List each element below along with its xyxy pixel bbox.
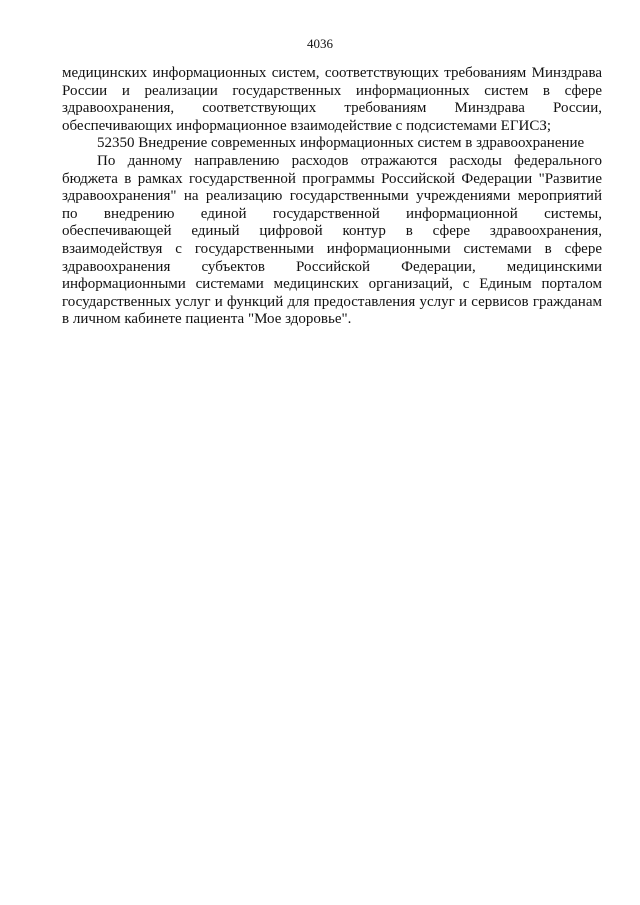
paragraph-continuation: медицинских информационных систем, соответствующих требованиям Минздрава России и реализации государственных информационных систем в сфере здравоохранения, соответствующих требованиям Минздрава России, обеспечивающих информационное взаимодействие с подсистемами ЕГИСЗ; xyxy=(62,65,602,134)
section-heading-52350: 52350 Внедрение современных информационных систем в здравоохранение xyxy=(97,135,585,152)
document-body xyxy=(62,65,602,329)
paragraph-description: По данному направлению расходов отражаются расходы федерального бюджета в рамках государственной программы Российской Федерации "Развитие здравоохранения" на реализацию государственными учреждениями мероприятий по внедрению единой государственной информационной системы, обеспечивающей единый цифровой контур в сфере здравоохранения, взаимодействуя с государственными информационными системами в сфере здравоохранения субъектов Российской Федерации, медицинскими информационными системами медицинских организаций, с Единым порталом государственных услуг и функций для предоставления услуг и сервисов гражданам в личном кабинете пациента "Мое здоровье". xyxy=(62,152,602,328)
page-number: 4036 xyxy=(307,36,333,51)
